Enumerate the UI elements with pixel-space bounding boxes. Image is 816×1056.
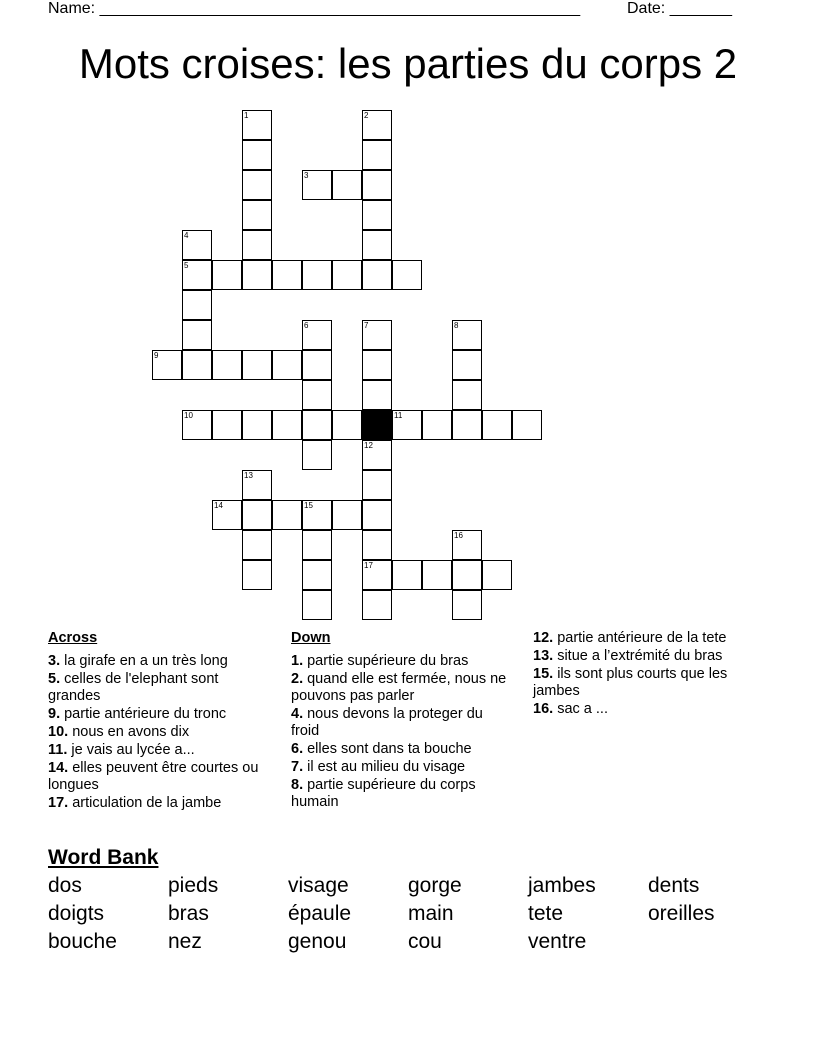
grid-block bbox=[362, 410, 392, 440]
grid-cell[interactable] bbox=[242, 470, 272, 500]
clue-item bbox=[48, 653, 268, 670]
grid-cell[interactable] bbox=[272, 500, 302, 530]
grid-cell[interactable] bbox=[302, 590, 332, 620]
word-bank-word: cou bbox=[408, 930, 442, 953]
clue-number: 4 bbox=[184, 231, 189, 240]
grid-cell[interactable] bbox=[242, 110, 272, 140]
page-title: Mots croises: les parties du corps 2 bbox=[78, 40, 738, 87]
clue-number-label: 10. bbox=[48, 724, 69, 740]
grid-cell[interactable] bbox=[302, 170, 332, 200]
word-bank-word: ventre bbox=[528, 930, 587, 953]
clue-number-label: 4. bbox=[291, 706, 304, 722]
grid-cell[interactable] bbox=[182, 290, 212, 320]
clue-text: situe a l’extrémité du bras bbox=[553, 648, 723, 664]
clue-item bbox=[533, 630, 748, 647]
grid-cell[interactable] bbox=[482, 560, 512, 590]
word-bank-word: épaule bbox=[288, 902, 352, 925]
down-clues bbox=[291, 630, 511, 812]
clue-text: elles peuvent être courtes ou longues bbox=[48, 760, 259, 793]
grid-cell[interactable] bbox=[362, 110, 392, 140]
grid-cell[interactable] bbox=[272, 260, 302, 290]
clue-number-label: 2. bbox=[291, 671, 304, 687]
grid-cell[interactable] bbox=[422, 410, 452, 440]
clue-number: 16 bbox=[454, 531, 463, 540]
grid-cell[interactable] bbox=[182, 320, 212, 350]
clue-item bbox=[291, 759, 511, 776]
grid-cell[interactable] bbox=[362, 350, 392, 380]
clue-text: partie supérieure du bras bbox=[303, 653, 469, 669]
down-heading: Down bbox=[291, 630, 331, 646]
grid-cell[interactable] bbox=[182, 260, 212, 290]
clue-number: 10 bbox=[184, 411, 193, 420]
grid-cell[interactable] bbox=[242, 410, 272, 440]
clue-text: nous en avons dix bbox=[68, 724, 190, 740]
clue-number-label: 1. bbox=[291, 653, 304, 669]
grid-cell[interactable] bbox=[332, 260, 362, 290]
clue-text: je vais au lycée a... bbox=[67, 742, 195, 758]
grid-cell[interactable] bbox=[272, 350, 302, 380]
word-bank-word: oreilles bbox=[648, 902, 715, 925]
clue-item bbox=[291, 671, 511, 705]
clue-number: 8 bbox=[454, 321, 459, 330]
clue-text: celles de l'elephant sont grandes bbox=[48, 671, 219, 704]
clue-number-label: 13. bbox=[533, 648, 554, 664]
clue-number: 9 bbox=[154, 351, 159, 360]
grid-cell[interactable] bbox=[302, 320, 332, 350]
grid-cell[interactable] bbox=[362, 530, 392, 560]
clue-item bbox=[48, 795, 268, 812]
clue-number: 14 bbox=[214, 501, 223, 510]
grid-cell[interactable] bbox=[392, 260, 422, 290]
word-bank-word: visage bbox=[288, 874, 349, 897]
grid-cell[interactable] bbox=[362, 500, 392, 530]
clue-item bbox=[533, 666, 748, 700]
grid-cell[interactable] bbox=[302, 500, 332, 530]
clue-number-label: 5. bbox=[48, 671, 61, 687]
clue-number-label: 6. bbox=[291, 741, 304, 757]
clue-number: 7 bbox=[364, 321, 369, 330]
date-field-label: Date: _______ bbox=[627, 0, 732, 17]
clue-text: quand elle est fermée, nous ne pouvons pas parler bbox=[291, 671, 507, 704]
clue-number-label: 8. bbox=[291, 777, 304, 793]
grid-cell[interactable] bbox=[212, 410, 242, 440]
grid-cell[interactable] bbox=[302, 530, 332, 560]
clue-number: 1 bbox=[244, 111, 249, 120]
grid-cell[interactable] bbox=[482, 410, 512, 440]
grid-cell[interactable] bbox=[302, 260, 332, 290]
grid-cell[interactable] bbox=[302, 410, 332, 440]
word-bank bbox=[48, 874, 768, 954]
word-bank-word: jambes bbox=[528, 874, 596, 897]
clue-number-label: 7. bbox=[291, 759, 304, 775]
grid-cell[interactable] bbox=[302, 440, 332, 470]
grid-cell[interactable] bbox=[452, 590, 482, 620]
clue-number: 12 bbox=[364, 441, 373, 450]
clue-number-label: 17. bbox=[48, 795, 69, 811]
grid-cell[interactable] bbox=[332, 500, 362, 530]
grid-cell[interactable] bbox=[242, 230, 272, 260]
grid-cell[interactable] bbox=[512, 410, 542, 440]
grid-cell[interactable] bbox=[392, 410, 422, 440]
grid-cell[interactable] bbox=[212, 500, 242, 530]
grid-cell[interactable] bbox=[272, 410, 302, 440]
grid-cell[interactable] bbox=[362, 200, 392, 230]
grid-cell[interactable] bbox=[362, 140, 392, 170]
grid-cell[interactable] bbox=[362, 440, 392, 470]
clue-item bbox=[48, 706, 268, 723]
clue-number: 2 bbox=[364, 111, 369, 120]
clue-number-label: 16. bbox=[533, 701, 554, 717]
word-bank-word: bras bbox=[168, 902, 209, 925]
clue-item bbox=[533, 648, 748, 665]
clue-item bbox=[291, 653, 511, 670]
grid-cell[interactable] bbox=[242, 260, 272, 290]
grid-cell[interactable] bbox=[242, 560, 272, 590]
clue-item bbox=[48, 760, 268, 794]
grid-cell[interactable] bbox=[452, 350, 482, 380]
word-bank-word: gorge bbox=[408, 874, 462, 897]
clue-item bbox=[291, 741, 511, 758]
clue-number: 15 bbox=[304, 501, 313, 510]
grid-cell[interactable] bbox=[452, 320, 482, 350]
grid-cell[interactable] bbox=[302, 560, 332, 590]
clue-number: 17 bbox=[364, 561, 373, 570]
clue-text: elles sont dans ta bouche bbox=[303, 741, 472, 757]
grid-cell[interactable] bbox=[242, 530, 272, 560]
word-bank-word: tete bbox=[528, 902, 564, 925]
grid-cell[interactable] bbox=[332, 410, 362, 440]
grid-cell[interactable] bbox=[362, 230, 392, 260]
grid-cell[interactable] bbox=[362, 380, 392, 410]
grid-cell[interactable] bbox=[182, 410, 212, 440]
name-field-label: Name: ______________________________________________________ bbox=[48, 0, 581, 17]
grid-cell[interactable] bbox=[302, 350, 332, 380]
clue-number-label: 14. bbox=[48, 760, 69, 776]
grid-cell[interactable] bbox=[242, 350, 272, 380]
clue-item bbox=[48, 742, 268, 759]
grid-cell[interactable] bbox=[212, 350, 242, 380]
clue-text: il est au milieu du visage bbox=[303, 759, 466, 775]
clue-number: 5 bbox=[184, 261, 189, 270]
grid-cell[interactable] bbox=[362, 470, 392, 500]
across-heading: Across bbox=[48, 630, 98, 646]
clue-item bbox=[291, 706, 511, 740]
grid-cell[interactable] bbox=[302, 380, 332, 410]
clue-item bbox=[533, 701, 748, 718]
clue-item bbox=[48, 671, 268, 705]
clue-number-label: 3. bbox=[48, 653, 61, 669]
clue-number-label: 12. bbox=[533, 630, 554, 646]
grid-cell[interactable] bbox=[362, 170, 392, 200]
word-bank-word: pieds bbox=[168, 874, 219, 897]
clue-text: ils sont plus courts que les jambes bbox=[533, 666, 728, 699]
clue-item bbox=[291, 777, 511, 811]
grid-cell[interactable] bbox=[242, 500, 272, 530]
grid-cell[interactable] bbox=[242, 140, 272, 170]
clue-number-label: 9. bbox=[48, 706, 61, 722]
word-bank-word: nez bbox=[168, 930, 202, 953]
grid-cell[interactable] bbox=[392, 560, 422, 590]
grid-cell[interactable] bbox=[332, 170, 362, 200]
grid-cell[interactable] bbox=[362, 260, 392, 290]
clue-text: partie supérieure du corps humain bbox=[291, 777, 476, 810]
word-bank-word: genou bbox=[288, 930, 347, 953]
across-clues bbox=[48, 630, 268, 813]
grid-cell[interactable] bbox=[362, 320, 392, 350]
clue-text: la girafe en a un très long bbox=[60, 653, 228, 669]
grid-cell[interactable] bbox=[452, 410, 482, 440]
grid-cell[interactable] bbox=[212, 260, 242, 290]
grid-cell[interactable] bbox=[452, 530, 482, 560]
grid-cell[interactable] bbox=[362, 560, 392, 590]
grid-cell[interactable] bbox=[362, 590, 392, 620]
grid-cell[interactable] bbox=[182, 350, 212, 380]
clue-number: 3 bbox=[304, 171, 309, 180]
clue-text: partie antérieure de la tete bbox=[553, 630, 727, 646]
down-clues-continued bbox=[533, 630, 748, 719]
clue-text: sac a ... bbox=[553, 701, 608, 717]
grid-cell[interactable] bbox=[422, 560, 452, 590]
clue-text: articulation de la jambe bbox=[68, 795, 222, 811]
grid-cell[interactable] bbox=[242, 200, 272, 230]
clue-number: 11 bbox=[394, 411, 403, 420]
word-bank-word: dents bbox=[648, 874, 700, 897]
clue-item bbox=[48, 724, 268, 741]
clue-number: 13 bbox=[244, 471, 253, 480]
clue-number-label: 11. bbox=[48, 742, 68, 758]
word-bank-word: main bbox=[408, 902, 454, 925]
grid-cell[interactable] bbox=[452, 380, 482, 410]
word-bank-word: dos bbox=[48, 874, 82, 897]
word-bank-word: bouche bbox=[48, 930, 117, 953]
word-bank-title: Word Bank bbox=[48, 846, 159, 869]
word-bank-word: doigts bbox=[48, 902, 105, 925]
grid-cell[interactable] bbox=[152, 350, 182, 380]
clue-text: partie antérieure du tronc bbox=[60, 706, 227, 722]
grid-cell[interactable] bbox=[182, 230, 212, 260]
grid-cell[interactable] bbox=[242, 170, 272, 200]
grid-cell[interactable] bbox=[452, 560, 482, 590]
clue-number-label: 15. bbox=[533, 666, 554, 682]
clue-number: 6 bbox=[304, 321, 309, 330]
clue-text: nous devons la proteger du froid bbox=[291, 706, 483, 739]
